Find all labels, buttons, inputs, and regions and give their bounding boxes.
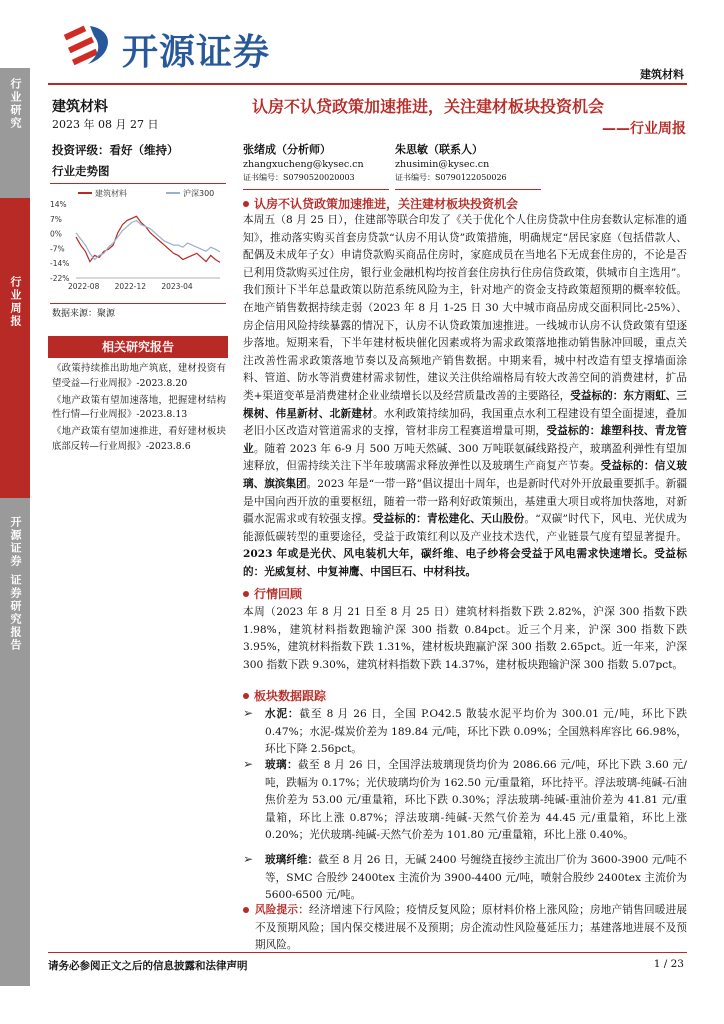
arrow-bullet-icon: ➢ bbox=[243, 852, 254, 866]
trend-title: 行业走势图 bbox=[52, 164, 110, 178]
chart-top-rule bbox=[50, 183, 226, 184]
logo-bar-3 bbox=[72, 49, 98, 65]
x-tick-label: 2022-08 bbox=[68, 282, 100, 291]
data-bullet: ➢ 玻璃：截至 8 月 26 日，全国浮法玻璃现货均价为 2086.66 元/吨，环比下跌 3.60 元/吨，跌幅为 0.17%；光伏玻璃均价为 162.50 元/重量箱，环比持平。浮法玻璃-纯碱-石油焦价差为 53.00 元/重量箱，环比下跌 0.30%；浮法玻璃-纯碱-重油价差为 41.81 元/重量箱，环比上涨 0.87%；浮法玻璃-纯碱-天然气价差为 44.45 元/重量箱，环比上涨 0.20%；光伏玻璃-纯碱-天然气价差为 101.80 元/重量箱，环比上涨 0.40%。 bbox=[243, 757, 687, 845]
category-tag: 建筑材料 bbox=[640, 68, 684, 81]
section-title: 认房不认贷政策加速推进，关注建材板块投资机会 bbox=[243, 195, 518, 212]
data-bullet: ➢ 水泥：截至 8 月 26 日，全国 P.O42.5 散装水泥平均价为 300.01 元/吨，环比下跌 0.47%；水泥-煤炭价差为 189.84 元/吨，环比下跌 0.09%；全国熟料库容比 66.98%，环比下降 2.56pct。 bbox=[243, 706, 687, 759]
y-tick-label: 14% bbox=[50, 200, 67, 209]
analyst-rule-1 bbox=[243, 189, 389, 190]
bullet-dot-icon bbox=[243, 902, 255, 955]
bullet-dot-icon bbox=[243, 201, 249, 207]
header-divider bbox=[48, 83, 687, 85]
section-paragraph: 本周五（8 月 25 日），住建部等联合印发了《关于优化个人住房贷款中住房套数认定标准的通知》，推动落实购买首套房贷款“认房不用认贷”政策措施，明确规定“居民家庭（包括借款人、配偶及未成年子女）申请贷款购买商品住房时，家庭成员在当地名下无成套住房的，不论是否已利用贷款购买过住房，银行业金融机构均按首套住房执行住房信贷政策，供城市自主选用”。我们预计下半年总量政策以防范系统风险为主，针对地产的资金支持政策超预期的概率较低。在地产销售数据持续走弱（2023 年 8 月 1-25 日 30 大中城市商品房成交面积同比-25%）、房企信用风险持续暴露的情况下，认房不认贷政策加速推进。一线城市认房不认贷政策有望逐步落地。短期来看，下半年建材板块催化因素或将为需求政策落地推动销售脉冲回暖，重点关注改善性需求政策落地节奏以及高频地产销售数据。中期来看，城中村改造有望支撑墙面涂料、管道、防水等消费建材需求韧性，建议关注供给端格局有较大改善空间的消费建材，扩品类+渠道变革是消费建材企业业绩增长以及经营质量改善的主要路径，受益标的：东方雨虹、三棵树、伟星新材、北新建材。水利政策持续加码，我国重点水利工程建设有望全面提速，叠加老旧小区改造对管道需求的支撑，管材非房工程赛道增量可期，受益标的：雄塑科技、青龙管业。随着 2023 年 6-9 月 500 万吨天然碱、300 万吨联氨碱线路投产，玻璃盈利弹性有望加速释放，但需持续关注下半年玻璃需求释放弹性以及玻璃生产商复产节奏。受益标的：信义玻璃、旗滨集团。2023 年是“一带一路”倡议提出十周年，也是新时代对外开放最重要抓手。新疆是中国向西开放的重要枢纽，随着一带一路利好政策频出，基建重大项目或将加快落地，对新疆水泥需求或有较强支撑。受益标的：青松建化、天山股份。“双碳”时代下，风电、光伏成为能源低碳转型的重要途径，受益于政策红利以及产业技术迭代，产业链景气度有望显著提升。2023 年或是光伏、风电装机大年，碳纤维、电子纱将会受益于风电需求快速增长。受益标的：光威复材、中复神鹰、中国巨石、中材科技。 bbox=[243, 214, 688, 578]
analyst-name: 朱思敏（联系人） bbox=[395, 143, 483, 156]
related-item[interactable]: 《政策持续推出助地产筑底，建材投资有望受益—行业周报》-2023.8.20 bbox=[52, 363, 226, 389]
bullet-dot-icon bbox=[243, 693, 249, 699]
related-title-bar bbox=[48, 336, 228, 358]
report-subtitle: ——行业周报 bbox=[602, 121, 686, 137]
analyst-cert: 证书编号：S0790122050026 bbox=[395, 173, 507, 182]
rating: 投资评级：看好（维持） bbox=[52, 143, 179, 157]
y-tick-label: -14% bbox=[50, 259, 70, 269]
section-paragraph: 本周（2023 年 8 月 21 日至 8 月 25 日）建筑材料指数下跌 2.82%，沪深 300 指数下跌 1.98%，建筑材料指数跑输沪深 300 指数 0.84pct。近三个月来，沪深 300 指数下跌 3.95%，建筑材料指数下跌 1.31%，建材板块跑赢沪深 300 指数 2.65pct。近一年来，沪深 300 指数下跌 9.30%，建筑材料指数下跌 14.37%，建材板块跑输沪深 300 指数 5.07pct。 bbox=[243, 606, 687, 671]
footer-divider bbox=[48, 952, 687, 953]
trend-chart bbox=[48, 186, 226, 296]
chart-bottom-rule bbox=[50, 303, 226, 304]
risk-note: 风险提示：经济增速下行风险；疫情反复风险；原材料价格上涨风险；房地产销售回暖进展不及预期风险；国内保交楼进展不及预期；房企流动性风险蔓延压力；基建落地进展不及预期风险。 bbox=[243, 902, 687, 955]
logo-mark-icon bbox=[60, 20, 118, 68]
legend-label: 建筑材料 bbox=[95, 189, 127, 198]
series-line bbox=[76, 220, 220, 259]
logo-bar-2 bbox=[68, 37, 94, 53]
analyst-email[interactable]: zhangxucheng@kysec.cn bbox=[243, 159, 364, 170]
y-tick-label: 7% bbox=[50, 214, 62, 224]
report-date: 2023 年 08 月 27 日 bbox=[52, 118, 159, 131]
brand-logo bbox=[60, 20, 290, 73]
logo-swoosh bbox=[88, 26, 108, 64]
bullet-dot-icon bbox=[243, 591, 249, 597]
analyst-cert: 证书编号：S0790520020003 bbox=[243, 173, 355, 182]
related-item[interactable]: 《地产政策有望加速推进，看好建材板块底部反转—行业周报》-2023.8.6 bbox=[52, 426, 226, 452]
logo-bar-1 bbox=[64, 26, 86, 41]
section-title: 板块数据跟踪 bbox=[243, 687, 326, 704]
section-title: 行情回顾 bbox=[243, 585, 302, 602]
analyst-card bbox=[243, 142, 393, 184]
related-item[interactable]: 《地产政策有望加速落地，把握建材结构性行情—行业周报》-2023.8.13 bbox=[52, 394, 226, 421]
legend-label: 沪深300 bbox=[183, 189, 215, 198]
chart-source: 数据来源：聚源 bbox=[52, 309, 116, 319]
y-tick-label: 0% bbox=[50, 229, 62, 239]
side-strip-bottom: 开源证券 证券研究报告 bbox=[0, 498, 30, 986]
series-line bbox=[76, 216, 220, 262]
analyst-card bbox=[395, 142, 545, 184]
related-title: 相关研究报告 bbox=[101, 340, 174, 354]
footer-disclaimer: 请务必参阅正文之后的信息披露和法律声明 bbox=[48, 960, 248, 972]
arrow-bullet-icon: ➢ bbox=[243, 706, 254, 720]
x-tick-label: 2023-04 bbox=[161, 282, 193, 291]
y-tick-label: -22% bbox=[50, 274, 70, 283]
data-bullet: ➢ 玻璃纤维：截至 8 月 26 日，无碱 2400 号缠绕直接纱主流出厂价为 3600-3900 元/吨不等，SMC 合股纱 2400tex 主流价为 3900-4400 元/吨，喷射合股纱 2400tex 主流价为 5600-6500 元/吨。 bbox=[243, 852, 687, 905]
brand-name: 开源证券 bbox=[122, 32, 271, 73]
arrow-bullet-icon: ➢ bbox=[243, 757, 254, 771]
related-list bbox=[52, 362, 226, 455]
analyst-name: 张绪成（分析师） bbox=[243, 143, 331, 156]
industry-name: 建筑材料 bbox=[52, 99, 108, 115]
side-strip-middle: 行业周报 bbox=[0, 198, 30, 576]
side-strip-top: 行业研究 bbox=[0, 68, 30, 208]
x-tick-label: 2022-12 bbox=[114, 282, 147, 291]
analyst-email[interactable]: zhusimin@kysec.cn bbox=[395, 159, 490, 170]
report-title: 认房不认贷政策加速推进，关注建材板块投资机会 bbox=[252, 97, 605, 116]
analyst-rule-2 bbox=[395, 189, 541, 190]
y-tick-label: -7% bbox=[50, 244, 65, 254]
page-number: 1 / 23 bbox=[653, 958, 684, 970]
